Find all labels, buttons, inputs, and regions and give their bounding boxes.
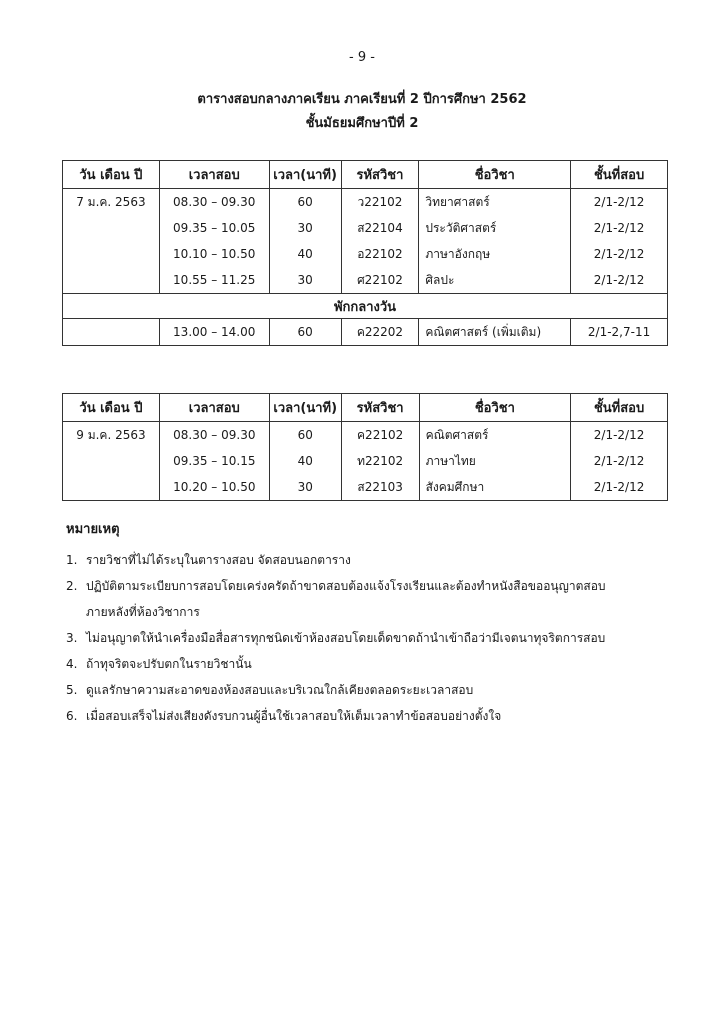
- note-item: [66, 573, 686, 625]
- header-duration: เวลา(นาที): [269, 161, 341, 189]
- header-code: รหัสวิชา: [341, 161, 419, 189]
- exam-subject: ศิลปะ: [419, 267, 571, 294]
- table-row: [63, 189, 668, 216]
- header-time: เวลาสอบ: [159, 394, 269, 422]
- exam-subject: ภาษาไทย: [419, 448, 571, 474]
- note-number: 5.: [66, 683, 78, 697]
- exam-date-empty: [63, 474, 160, 501]
- exam-date: 9 ม.ค. 2563: [63, 422, 160, 449]
- header-room: ชั้นที่สอบ: [571, 394, 668, 422]
- header-subject: ชื่อวิชา: [419, 394, 571, 422]
- note-text: [86, 573, 686, 625]
- header-duration: เวลา(นาที): [269, 394, 341, 422]
- exam-room: 2/1-2/12: [571, 241, 668, 267]
- exam-code: ค22102: [341, 422, 419, 449]
- exam-time: 10.55 – 11.25: [159, 267, 269, 294]
- exam-subject: คณิตศาสตร์: [419, 422, 571, 449]
- note-text: เมื่อสอบเสร็จไม่ส่งเสียงดังรบกวนผู้อื่นใช้เวลาสอบให้เต็มเวลาทำข้อสอบอย่างตั้งใจ: [86, 709, 502, 723]
- exam-time: 08.30 – 09.30: [159, 422, 269, 449]
- header-time: เวลาสอบ: [159, 161, 269, 189]
- exam-duration: 60: [269, 189, 341, 216]
- note-item: [66, 625, 686, 651]
- exam-code: ว22102: [341, 189, 419, 216]
- notes-section: [66, 518, 686, 729]
- page-subtitle: ชั้นมัธยมศึกษาปีที่ 2: [305, 116, 419, 131]
- exam-subject: สังคมศึกษา: [419, 474, 571, 501]
- exam-time: 09.35 – 10.15: [159, 448, 269, 474]
- note-text-line2: ภายหลังที่ห้องวิชาการ: [86, 605, 200, 619]
- note-text: รายวิชาที่ไม่ได้ระบุในตารางสอบ จัดสอบนอกตาราง: [86, 553, 351, 567]
- table-row: [63, 241, 668, 267]
- exam-date: 7 ม.ค. 2563: [63, 189, 160, 216]
- note-number: 4.: [66, 657, 78, 671]
- exam-code: ศ22102: [341, 267, 419, 294]
- header-subject: ชื่อวิชา: [419, 161, 571, 189]
- exam-subject: ประวัติศาสตร์: [419, 215, 571, 241]
- exam-room: 2/1-2/12: [571, 448, 668, 474]
- exam-subject: วิทยาศาสตร์: [419, 189, 571, 216]
- exam-date-empty: [63, 267, 160, 294]
- note-number: 2.: [66, 579, 78, 593]
- exam-code: ส22103: [341, 474, 419, 501]
- exam-table-day1: [62, 160, 668, 346]
- lunch-break-label: พักกลางวัน: [63, 294, 668, 319]
- exam-time: 10.20 – 10.50: [159, 474, 269, 501]
- note-text: ถ้าทุจริตจะปรับตกในรายวิชานั้น: [86, 657, 252, 671]
- exam-room: 2/1-2/12: [571, 189, 668, 216]
- exam-time: 09.35 – 10.05: [159, 215, 269, 241]
- exam-duration: 40: [269, 448, 341, 474]
- exam-time: 13.00 – 14.00: [159, 319, 269, 346]
- exam-room: 2/1-2/12: [571, 267, 668, 294]
- exam-table-day2: [62, 393, 668, 501]
- table-row: [63, 448, 668, 474]
- exam-duration: 60: [269, 422, 341, 449]
- table-row: [63, 267, 668, 294]
- exam-room: 2/1-2/12: [571, 422, 668, 449]
- table-row: [63, 422, 668, 449]
- exam-duration: 40: [269, 241, 341, 267]
- exam-duration: 60: [269, 319, 341, 346]
- note-text: ไม่อนุญาตให้นำเครื่องมือสื่อสารทุกชนิดเข้าห้องสอบโดยเด็ดขาดถ้านำเข้าถือว่ามีเจตนาทุจริตการสอบ: [86, 631, 606, 645]
- exam-time: 10.10 – 10.50: [159, 241, 269, 267]
- table-header-row: [63, 394, 668, 422]
- page-title: ตารางสอบกลางภาคเรียน ภาคเรียนที่ 2 ปีการศึกษา 2562: [197, 92, 527, 107]
- page-number: - 9 -: [349, 50, 375, 65]
- exam-date-empty: [63, 241, 160, 267]
- exam-room: 2/1-2/12: [571, 215, 668, 241]
- notes-heading: หมายเหตุ: [66, 522, 120, 537]
- exam-time: 08.30 – 09.30: [159, 189, 269, 216]
- header-date: วัน เดือน ปี: [63, 161, 160, 189]
- table-row: [63, 474, 668, 501]
- table-header-row: [63, 161, 668, 189]
- note-number: 1.: [66, 553, 78, 567]
- exam-duration: 30: [269, 215, 341, 241]
- exam-room: 2/1-2,7-11: [571, 319, 668, 346]
- exam-code: ค22202: [341, 319, 419, 346]
- note-number: 6.: [66, 709, 78, 723]
- exam-date-empty: [63, 319, 160, 346]
- note-number: 3.: [66, 631, 78, 645]
- exam-subject: คณิตศาสตร์ (เพิ่มเติม): [419, 319, 571, 346]
- table-row: [63, 215, 668, 241]
- table-row: [63, 319, 668, 346]
- exam-room: 2/1-2/12: [571, 474, 668, 501]
- exam-code: อ22102: [341, 241, 419, 267]
- exam-duration: 30: [269, 474, 341, 501]
- note-text-line1: ปฏิบัติตามระเบียบการสอบโดยเคร่งครัดถ้าขาดสอบต้องแจ้งโรงเรียนและต้องทำหนังสือขออนุญาตสอบ: [86, 579, 606, 593]
- exam-duration: 30: [269, 267, 341, 294]
- note-item: [66, 703, 686, 729]
- note-item: [66, 651, 686, 677]
- header-date: วัน เดือน ปี: [63, 394, 160, 422]
- lunch-break-row: [63, 294, 668, 319]
- exam-date-empty: [63, 215, 160, 241]
- header-room: ชั้นที่สอบ: [571, 161, 668, 189]
- exam-code: ส22104: [341, 215, 419, 241]
- note-item: [66, 547, 686, 573]
- note-item: [66, 677, 686, 703]
- header-code: รหัสวิชา: [341, 394, 419, 422]
- note-text: ดูแลรักษาความสะอาดของห้องสอบและบริเวณใกล้เคียงตลอดระยะเวลาสอบ: [86, 683, 474, 697]
- exam-code: ท22102: [341, 448, 419, 474]
- exam-subject: ภาษาอังกฤษ: [419, 241, 571, 267]
- exam-date-empty: [63, 448, 160, 474]
